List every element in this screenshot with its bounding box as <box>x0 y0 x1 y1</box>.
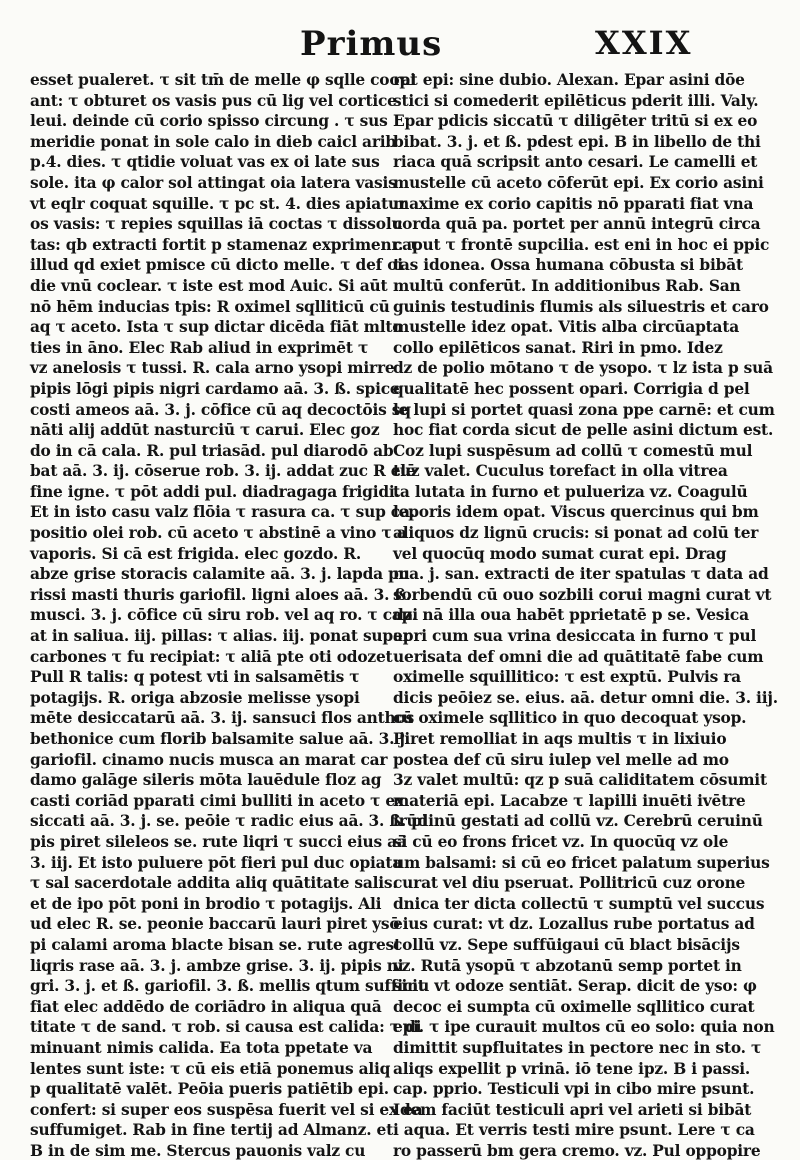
text-line: um balsami: si cū eo fricet palatum superius <box>393 853 770 872</box>
text-line: suffumiget. Rab in fine tertij ad Almanz. et <box>30 1121 394 1140</box>
text-line: qualitatē hec possent opari. Corrigia d pel <box>393 379 750 398</box>
text-line: p.4. dies. τ qtidie voluat vas ex oi late sus <box>30 153 380 172</box>
text-line: rissi masti thuris gariofil. ligni aloes aā. 3. ß. <box>30 585 412 604</box>
text-line: nāti alij addūt nasturciū τ carui. Elec goz <box>30 421 380 440</box>
text-line: lentes sunt iste: τ cū eis etiā ponemus aliq <box>30 1059 391 1078</box>
folio-number: XXIX <box>595 24 693 62</box>
text-line: bat aā. 3. ij. cōserue rob. 3. ij. addat zuc R elē <box>30 462 416 481</box>
text-line: vz. Rutā ysopū τ abzotanū semp portet in <box>393 956 742 975</box>
text-line: tuz valet. Cuculus torefact in olla vitrea <box>393 462 728 481</box>
text-line: mustelle cū aceto cōferūt epi. Ex corio asini <box>393 173 764 192</box>
text-line: maxime ex corio capitis nō pparati fiat vna <box>393 194 754 213</box>
text-line: ta lutata in furno et pulueriza vz. Coagulū <box>393 482 748 501</box>
text-line: mustelle idez opat. Vitis alba circūaptata <box>393 318 739 337</box>
text-line: ties in āno. Elec Rab aliud in exprimēt τ <box>30 338 369 357</box>
text-line: potagijs. R. origa abzosie melisse ysopi <box>30 688 360 707</box>
text-line: Piret remolliat in aqs multis τ in lixiuio <box>393 730 727 748</box>
text-line: uerisata def omni die ad quātitatē fabe cum <box>393 647 764 666</box>
text-line: casti coriād pparati cimi bulliti in aceto τ ex <box>30 791 404 810</box>
left-column <box>30 70 428 1160</box>
text-line: bethonice cum florib balsamite salue aā. 3. j. <box>30 730 410 748</box>
text-line: damo galāge sileris mōta lauēdule floz ag <box>30 771 382 790</box>
text-line: vel quocūq modo sumat curat epi. Drag <box>393 544 727 563</box>
text-line: irūdinū gestati ad collū vz. Cerebrū ceruinū <box>393 812 763 831</box>
text-line: illud qd exiet pmisce cū dicto melle. τ def oi <box>30 256 403 275</box>
text-line: decoc ei sumpta cū oximelle sqllitico curat <box>393 997 755 1016</box>
text-line: si cū eo frons fricet vz. In quocūq vz ole <box>393 832 729 851</box>
text-line: confert: si super eos suspēsa fuerit vel si ex ea <box>30 1100 423 1119</box>
text-line: gri. 3. j. et ß. gariofil. 3. ß. mellis qtum sufficit <box>30 977 425 996</box>
text-line: vaporis. Si cā est frigida. elec gozdo. R. <box>30 544 362 563</box>
text-line: collo epilēticos sanat. Riri in pmo. Idez <box>393 338 723 357</box>
text-line: Et in isto casu valz flōia τ rasura ca. τ sup ca. <box>30 503 415 522</box>
text-line: os vasis: τ repies squillas iā coctas τ dissolu <box>30 215 403 234</box>
text-line: esset pualeret. τ sit tm̄ de melle φ sqlle coopi <box>30 71 416 89</box>
text-line: do in cā cala. R. pul triasād. pul diarodō ab <box>30 441 394 460</box>
text-line: Idem faciūt testiculi apri vel arieti si bibāt <box>393 1100 752 1119</box>
text-line: titate τ de sand. τ rob. si causa est calida: τ di <box>30 1018 422 1037</box>
text-line: aliqs expellit p vrinā. iō tene ipz. B i passi. <box>393 1059 751 1078</box>
text-line: costi ameos aā. 3. j. cōfice cū aq decoctōis sq <box>30 400 411 419</box>
text-line: hoc fiat corda sicut de pelle asini dictum est. <box>393 421 774 440</box>
text-line: eius curat: vt dz. Lozallus rube portatus ad <box>393 915 755 934</box>
text-line: tas idonea. Ossa humana cōbusta si bibāt <box>393 256 743 275</box>
text-line: le lupi si portet quasi zona ppe carnē: et cum <box>393 400 775 419</box>
text-line: pis piret sileleos se. rute liqri τ succi eius aā <box>30 832 407 851</box>
text-line: siccati aā. 3. j. se. peōie τ radic eius aā. 3. ß. pi <box>30 812 428 831</box>
text-line: nō hēm inducias tpis: R oximel sqlliticū cū <box>30 297 390 316</box>
text-line: abze grise storacis calamite aā. 3. j. lapda pu <box>30 565 410 584</box>
text-line: bibat. 3. j. et ß. pdest epi. B in libello de thi <box>393 132 761 151</box>
text-line: sorbendū cū ouo sozbili corui magni curat vt <box>393 585 772 604</box>
text-line: collū vz. Sepe suffūigaui cū blact bisācijs <box>393 935 740 954</box>
text-line: curat vel diu pseruat. Pollitricū cuz orone <box>393 874 746 893</box>
text-line: dz. nā illa oua habēt pprietatē p se. Vesica <box>393 606 749 625</box>
text-line: multū conferūt. In additionibus Rab. San <box>393 276 741 295</box>
text-line: minuant nimis calida. Ea tota ppetate va <box>30 1038 373 1057</box>
text-line: ma. j. san. extracti de iter spatulas τ data ad <box>393 565 769 584</box>
text-line: dnica ter dicta collectū τ sumptū vel succus <box>393 894 765 913</box>
text-line: dimittit supfluitates in pectore nec in sto. τ <box>393 1038 762 1057</box>
text-line: pipis lōgi pipis nigri cardamo aā. 3. ß. spice <box>30 379 400 398</box>
text-line: aq τ aceto. Ista τ sup dictar dicēda fiāt mlto <box>30 318 403 337</box>
text-line: carbones τ fu recipiat: τ aliā pte oti odozet <box>30 647 393 666</box>
page-header <box>0 22 800 72</box>
running-title: Primus <box>300 24 443 64</box>
text-line: corda quā pa. portet per annū integrū circa <box>393 215 761 234</box>
text-line: Epar pdicis siccatū τ diligēter tritū si ex eo <box>393 112 758 131</box>
text-line: mēte desiccatarū aā. 3. ij. sansuci flos anthos <box>30 709 415 728</box>
text-line: oximelle squillitico: τ est exptū. Pulvis ra <box>393 668 741 687</box>
text-line: et de ipo pōt poni in brodio τ potagijs. Ali <box>30 894 382 913</box>
text-line: gariofil. cinamo nucis musca an marat car <box>30 750 388 769</box>
text-line: liqris rase aā. 3. j. ambze grise. 3. ij. pipis ni <box>30 956 404 975</box>
text-line: musci. 3. j. cōfice cū siru rob. vel aq ro. τ capi <box>30 606 418 625</box>
text-line: guinis testudinis flumis als siluestris et caro <box>393 297 769 316</box>
text-line: postea def cū siru iulep vel melle ad mo <box>393 750 729 769</box>
text-line: p qualitatē valēt. Peōia pueris patiētib epi. <box>30 1080 389 1099</box>
text-line: cū oximele sqllitico in quo decoquat ysop. <box>393 709 747 728</box>
text-line: tas: qb extracti fortit p stamenaz exprimenr. τ <box>30 235 419 254</box>
text-line: rat epi: sine dubio. Alexan. Epar asini dōe <box>393 71 745 89</box>
text-line: Coz lupi suspēsum ad collū τ comestū mul <box>393 441 753 460</box>
text-line: τ sal sacerdotale addita aliq quātitate salis. <box>30 874 398 893</box>
text-line: leui. deinde cū corio spisso circung . τ sus <box>30 112 388 131</box>
text-line: materiā epi. Lacabze τ lapilli inuēti ivētre <box>393 791 746 810</box>
text-line: dz de polio mōtano τ de ysopo. τ lz ista p suā <box>393 359 773 378</box>
text-line: stici si comederit epilēticus pderit illi. Valy. <box>393 91 759 110</box>
text-line: leporis idem opat. Viscus quercinus qui bm <box>393 503 759 522</box>
text-line: positio olei rob. cū aceto τ abstinē a vino τ a <box>30 524 407 543</box>
text-line: vz anelosis τ tussi. R. cala arno ysopi mirre <box>30 359 395 378</box>
text-line: vt eqlr coquat squille. τ pc st. 4. dies apiatur <box>30 194 407 213</box>
text-line: i aqua. Et verris testi mire psunt. Lere τ ca <box>393 1121 755 1140</box>
text-line: epi. τ ipe curauit multos cū eo solo: quia non <box>393 1018 775 1037</box>
text-line: fiat elec addēdo de coriādro in aliqua quā <box>30 997 382 1016</box>
text-line: fine igne. τ pōt addi pul. diadragaga frigidi. <box>30 482 400 501</box>
text-line: 3. iij. Et isto puluere pōt fieri pul duc opiata <box>30 853 403 872</box>
text-line: dicis peōiez se. eius. aā. detur omni die. 3. iij. <box>393 688 778 707</box>
text-line: B in de sim me. Stercus pauonis valz cu <box>30 1141 366 1160</box>
text-line: sole. ita φ calor sol attingat oia latera vasis <box>30 173 397 192</box>
text-line: apri cum sua vrina desiccata in furno τ pul <box>393 627 757 646</box>
text-line: aliquos dz lignū crucis: si ponat ad colū ter <box>393 524 759 543</box>
text-line: meridie ponat in sole calo in dieb caicl arib <box>30 132 396 151</box>
text-line: cap. pprio. Testiculi vpi in cibo mire psunt. <box>393 1080 755 1099</box>
text-line: Pull R talis: q potest vti in salsamētis τ <box>30 668 360 687</box>
right-column <box>393 70 778 1160</box>
text-line: at in saliua. iij. pillas: τ alias. iij. ponat super <box>30 627 411 646</box>
text-line: die vnū coclear. τ iste est mod Auic. Si aūt <box>30 276 388 295</box>
text-line: ro passerū bm gera cremo. vz. Pul oppopire <box>393 1141 761 1160</box>
text-line: sinu vt odoze sentiāt. Serap. dicit de yso: φ <box>393 977 757 996</box>
text-line: caput τ frontē supcilia. est eni in hoc ei ppic <box>393 235 770 254</box>
text-line: pi calami aroma blacte bisan se. rute agrest <box>30 935 401 954</box>
text-line: 3z valet multū: qz p suā caliditatem cōsumit <box>393 771 767 790</box>
text-line: ant: τ obturet os vasis pus cū lig vel cortice <box>30 91 397 110</box>
text-line: riaca quā scripsit anto cesari. Le camelli et <box>393 153 758 172</box>
text-line: ud elec R. se. peonie baccarū lauri piret ysō <box>30 915 400 934</box>
